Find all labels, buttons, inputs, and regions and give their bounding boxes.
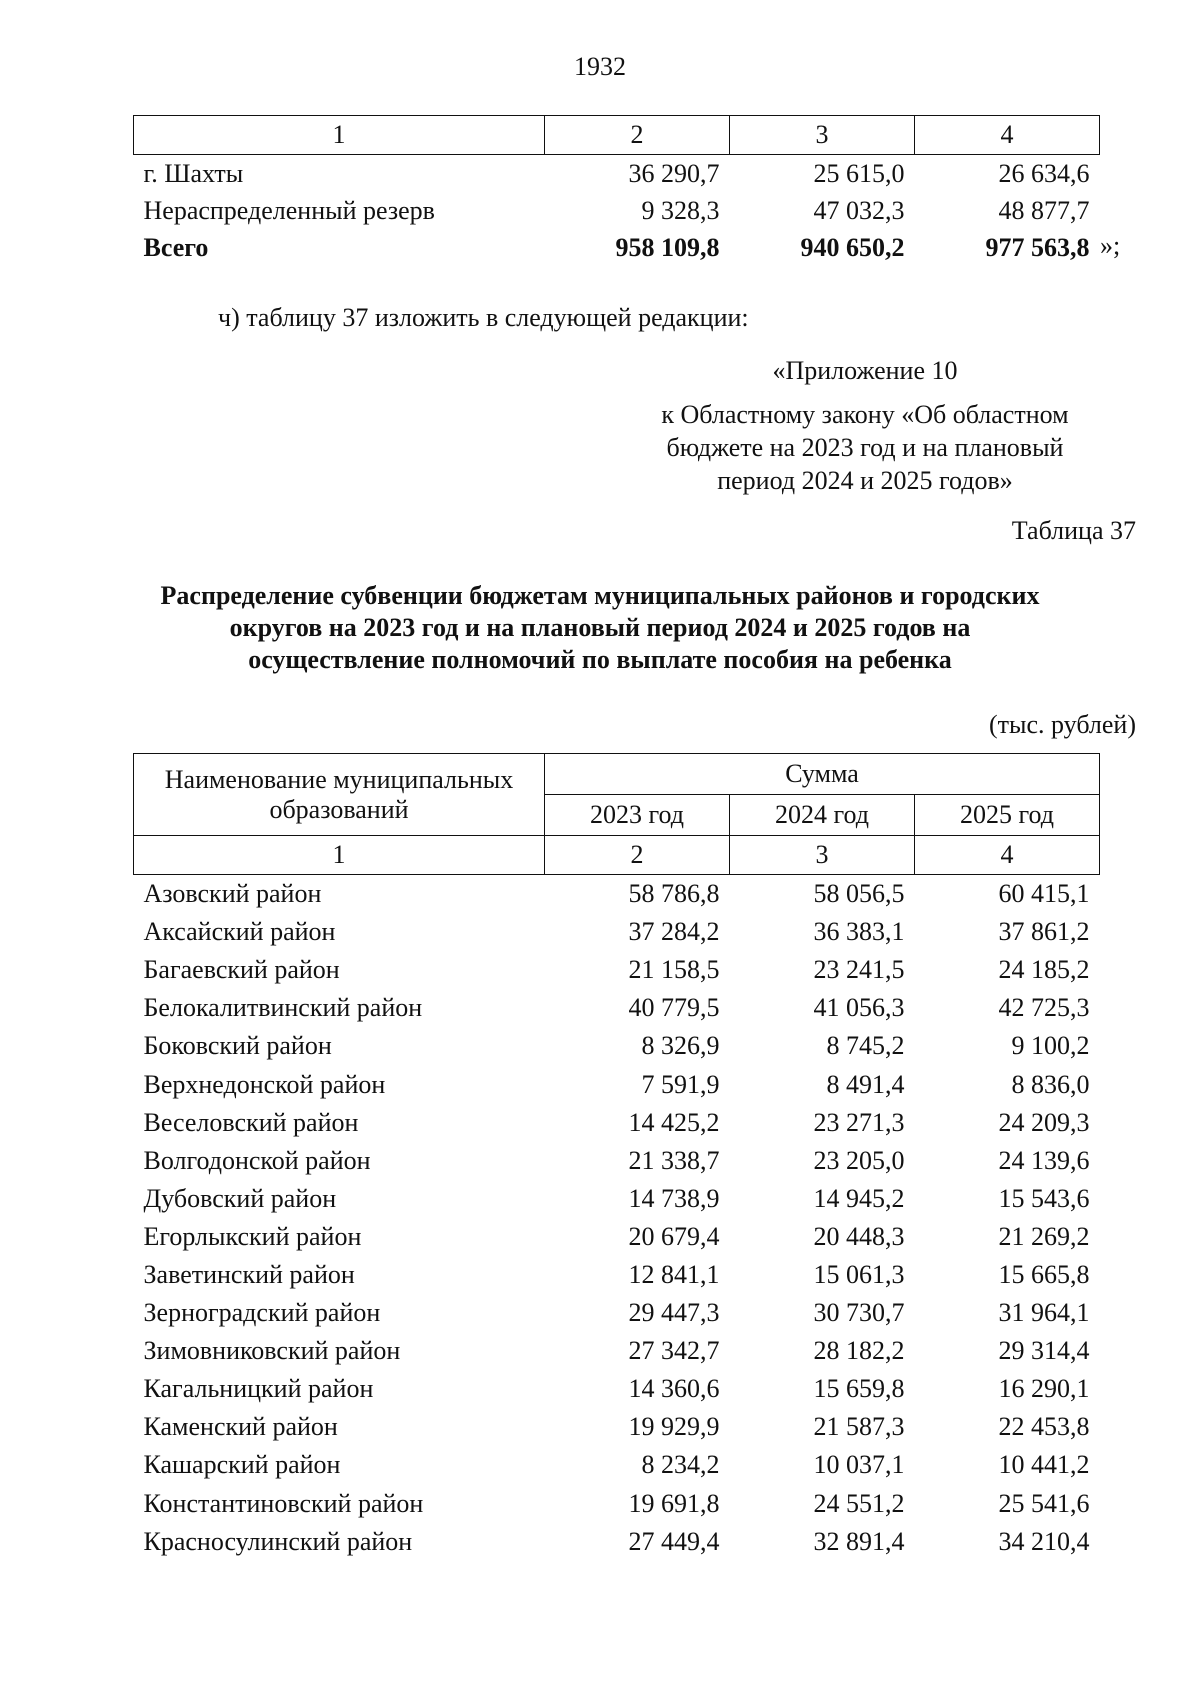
value-2023: 27 449,4 <box>628 1526 720 1556</box>
column-number: 1 <box>134 116 545 155</box>
row-name: Волгодонской район <box>143 1145 371 1175</box>
value-2023: 14 425,2 <box>628 1107 720 1137</box>
value-2023: 40 779,5 <box>628 993 720 1023</box>
column-number: 2 <box>545 836 730 875</box>
value-2025: 26 634,6 <box>998 158 1090 188</box>
value-2023: 58 786,8 <box>628 879 720 909</box>
value-2024: 30 730,7 <box>813 1298 905 1328</box>
row-name: Зерноградский район <box>143 1298 381 1328</box>
row-name: г. Шахты <box>143 158 244 188</box>
value-2023: 36 290,7 <box>628 158 720 188</box>
table-row <box>134 875 1100 914</box>
value-2025: 22 453,8 <box>998 1412 1090 1442</box>
table-row <box>134 1027 1100 1065</box>
column-number: 4 <box>915 116 1100 155</box>
value-2023: 14 738,9 <box>628 1183 720 1213</box>
value-2024: 23 271,3 <box>813 1107 905 1137</box>
continued-table <box>133 115 1100 266</box>
total-label: Всего <box>143 232 209 262</box>
appendix-ref-line: к Областному закону «Об областном <box>661 400 1069 429</box>
row-name: Азовский район <box>143 879 322 909</box>
value-2023: 8 234,2 <box>641 1450 720 1480</box>
value-2025: 25 541,6 <box>998 1488 1090 1518</box>
appendix-ref-line: период 2024 и 2025 годов» <box>717 466 1013 495</box>
column-number: 3 <box>730 836 915 875</box>
column-number: 3 <box>730 116 915 155</box>
row-name: Дубовский район <box>143 1183 337 1213</box>
value-2024: 23 205,0 <box>813 1145 905 1175</box>
value-2024: 36 383,1 <box>813 917 905 947</box>
value-2023: 7 591,9 <box>641 1069 720 1099</box>
appendix-ref-line: бюджете на 2023 год и на плановый <box>666 433 1064 462</box>
value-2024: 8 745,2 <box>826 1031 905 1061</box>
value-2025: 24 209,3 <box>998 1107 1090 1137</box>
row-name: Нераспределенный резерв <box>143 195 435 225</box>
table-row <box>134 1446 1100 1484</box>
table-row <box>134 1104 1100 1142</box>
value-2024: 58 056,5 <box>813 879 905 909</box>
value-2023: 9 328,3 <box>641 195 720 225</box>
table-row <box>134 989 1100 1027</box>
table-row <box>134 1256 1100 1294</box>
table-row <box>134 1370 1100 1408</box>
table-row <box>134 1523 1100 1561</box>
value-2024: 10 037,1 <box>813 1450 905 1480</box>
value-2025: 9 100,2 <box>1011 1031 1090 1061</box>
value-2024: 25 615,0 <box>813 158 905 188</box>
amendment-instruction: ч) таблицу 37 изложить в следующей редакции: <box>218 303 749 332</box>
row-name: Красносулинский район <box>143 1526 413 1556</box>
table-row <box>134 1485 1100 1523</box>
row-name: Белокалитвинский район <box>143 993 423 1023</box>
value-2024: 14 945,2 <box>813 1183 905 1213</box>
table-row <box>134 1294 1100 1332</box>
row-name: Заветинский район <box>143 1259 355 1289</box>
column-number: 4 <box>915 836 1100 875</box>
table-row <box>134 913 1100 951</box>
value-2025: 60 415,1 <box>998 879 1090 909</box>
header-sum: Сумма <box>545 754 1100 795</box>
value-2024: 47 032,3 <box>813 195 905 225</box>
table-row <box>134 1180 1100 1218</box>
appendix-reference <box>620 398 1110 497</box>
value-2023: 21 158,5 <box>628 955 720 985</box>
table-body <box>134 875 1100 1561</box>
title-line: округов на 2023 год и на плановый период 2024 и 2025 годов на <box>229 613 971 642</box>
value-2023: 19 929,9 <box>628 1412 720 1442</box>
value-2025: 37 861,2 <box>998 917 1090 947</box>
value-2025: 10 441,2 <box>998 1450 1090 1480</box>
value-2024: 21 587,3 <box>813 1412 905 1442</box>
row-name: Зимовниковский район <box>143 1336 401 1366</box>
table-title <box>120 580 1080 676</box>
row-name: Веселовский район <box>143 1107 359 1137</box>
column-number-row <box>134 836 1100 875</box>
title-line: осуществление полномочий по выплате пособия на ребенка <box>248 645 952 674</box>
column-number: 2 <box>545 116 730 155</box>
value-2024: 24 551,2 <box>813 1488 905 1518</box>
total-2025: 977 563,8 <box>985 232 1090 262</box>
header-year: 2023 год <box>545 795 730 836</box>
value-2023: 29 447,3 <box>628 1298 720 1328</box>
table-row <box>134 1065 1100 1103</box>
value-2024: 15 061,3 <box>813 1259 905 1289</box>
row-name: Багаевский район <box>143 955 340 985</box>
table-label: Таблица 37 <box>1011 516 1136 545</box>
table-row <box>134 1408 1100 1446</box>
table-row <box>134 155 1100 193</box>
appendix-title: «Приложение 10 <box>772 356 958 385</box>
value-2023: 12 841,1 <box>628 1259 720 1289</box>
header-row <box>134 754 1100 795</box>
value-2025: 42 725,3 <box>998 993 1090 1023</box>
column-number: 1 <box>134 836 545 875</box>
total-2024: 940 650,2 <box>800 232 905 262</box>
value-2023: 21 338,7 <box>628 1145 720 1175</box>
subvention-table <box>133 753 1100 1561</box>
header-year: 2024 год <box>730 795 915 836</box>
row-name: Боковский район <box>143 1031 332 1061</box>
row-name: Верхнедонской район <box>143 1069 386 1099</box>
row-name: Егорлыкский район <box>143 1221 362 1251</box>
value-2024: 32 891,4 <box>813 1526 905 1556</box>
table-row <box>134 192 1100 229</box>
value-2023: 8 326,9 <box>641 1031 720 1061</box>
value-2024: 8 491,4 <box>826 1069 905 1099</box>
value-2025: 16 290,1 <box>998 1374 1090 1404</box>
value-2023: 27 342,7 <box>628 1336 720 1366</box>
header-name <box>134 754 545 836</box>
value-2024: 20 448,3 <box>813 1221 905 1251</box>
closing-quote: »; <box>1100 231 1121 260</box>
row-name: Каменский район <box>143 1412 338 1442</box>
title-line: Распределение субвенции бюджетам муниципальных районов и городских <box>160 581 1040 610</box>
table-row <box>134 1142 1100 1180</box>
value-2025: 34 210,4 <box>998 1526 1090 1556</box>
value-2023: 19 691,8 <box>628 1488 720 1518</box>
value-2025: 24 185,2 <box>998 955 1090 985</box>
row-name: Кагальницкий район <box>143 1374 374 1404</box>
row-name: Кашарский район <box>143 1450 341 1480</box>
value-2025: 24 139,6 <box>998 1145 1090 1175</box>
value-2025: 15 665,8 <box>998 1259 1090 1289</box>
value-2025: 29 314,4 <box>998 1336 1090 1366</box>
total-2023: 958 109,8 <box>615 232 720 262</box>
header-name-line: Наименование муниципальных <box>164 764 514 794</box>
table-row <box>134 1332 1100 1370</box>
value-2023: 37 284,2 <box>628 917 720 947</box>
header-name-line: образований <box>269 794 409 824</box>
value-2025: 21 269,2 <box>998 1221 1090 1251</box>
table-row <box>134 1218 1100 1256</box>
value-2025: 15 543,6 <box>998 1183 1090 1213</box>
value-2023: 14 360,6 <box>628 1374 720 1404</box>
value-2024: 23 241,5 <box>813 955 905 985</box>
row-name: Аксайский район <box>143 917 336 947</box>
row-name: Константиновский район <box>143 1488 424 1518</box>
value-2023: 20 679,4 <box>628 1221 720 1251</box>
units-label: (тыс. рублей) <box>988 710 1136 739</box>
table-row <box>134 951 1100 989</box>
value-2025: 8 836,0 <box>1011 1069 1090 1099</box>
value-2024: 41 056,3 <box>813 993 905 1023</box>
column-number-row <box>134 116 1100 155</box>
value-2024: 28 182,2 <box>813 1336 905 1366</box>
value-2025: 31 964,1 <box>998 1298 1090 1328</box>
value-2025: 48 877,7 <box>998 195 1090 225</box>
total-row <box>134 229 1100 266</box>
header-year: 2025 год <box>915 795 1100 836</box>
value-2024: 15 659,8 <box>813 1374 905 1404</box>
page-number: 1932 <box>574 52 626 81</box>
